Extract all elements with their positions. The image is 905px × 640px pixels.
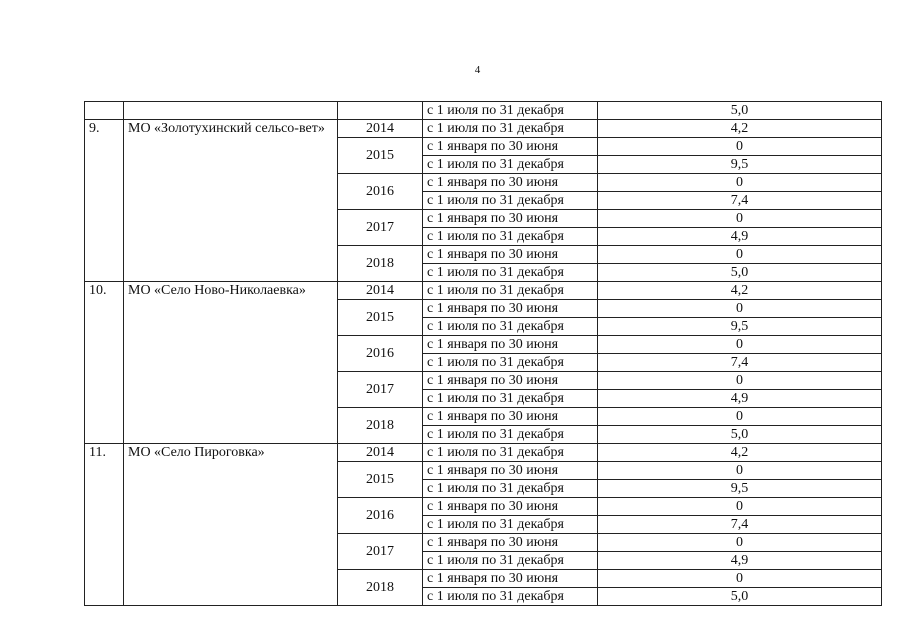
period-cell: с 1 июля по 31 декабря: [423, 228, 598, 246]
value-cell: 0: [598, 210, 882, 228]
number-cell: 11.: [85, 444, 124, 606]
year-cell: 2014: [338, 282, 423, 300]
year-cell: 2016: [338, 336, 423, 372]
period-cell: с 1 января по 30 июня: [423, 498, 598, 516]
period-cell: с 1 июля по 31 декабря: [423, 354, 598, 372]
year-cell: 2017: [338, 534, 423, 570]
period-cell: с 1 января по 30 июня: [423, 174, 598, 192]
page-number: 4: [474, 64, 481, 76]
value-cell: 5,0: [598, 426, 882, 444]
value-cell: 5,0: [598, 102, 882, 120]
value-cell: 4,2: [598, 282, 882, 300]
period-cell: с 1 июля по 31 декабря: [423, 282, 598, 300]
year-cell: 2015: [338, 138, 423, 174]
period-cell: с 1 июля по 31 декабря: [423, 588, 598, 606]
period-cell: с 1 января по 30 июня: [423, 246, 598, 264]
period-cell: с 1 июля по 31 декабря: [423, 102, 598, 120]
tariff-table: [84, 101, 882, 606]
table-row: [85, 120, 882, 138]
period-cell: с 1 июля по 31 декабря: [423, 426, 598, 444]
value-cell: 9,5: [598, 156, 882, 174]
value-cell: 0: [598, 408, 882, 426]
value-cell: 0: [598, 462, 882, 480]
period-cell: с 1 июля по 31 декабря: [423, 552, 598, 570]
tariff-table-body: [85, 102, 882, 606]
value-cell: 0: [598, 498, 882, 516]
value-cell: 4,2: [598, 120, 882, 138]
year-cell: 2015: [338, 300, 423, 336]
value-cell: 9,5: [598, 318, 882, 336]
municipality-cell: МО «Село Пироговка»: [124, 444, 338, 606]
year-cell: 2016: [338, 174, 423, 210]
period-cell: с 1 января по 30 июня: [423, 300, 598, 318]
number-cell: [85, 102, 124, 120]
year-cell: 2016: [338, 498, 423, 534]
value-cell: 0: [598, 372, 882, 390]
value-cell: 7,4: [598, 192, 882, 210]
period-cell: с 1 июля по 31 декабря: [423, 192, 598, 210]
year-cell: 2014: [338, 120, 423, 138]
value-cell: 7,4: [598, 354, 882, 372]
period-cell: с 1 января по 30 июня: [423, 210, 598, 228]
table-row: [85, 102, 882, 120]
value-cell: 0: [598, 570, 882, 588]
value-cell: 4,9: [598, 390, 882, 408]
municipality-cell: МО «Золотухинский сельсо-вет»: [124, 120, 338, 282]
period-cell: с 1 января по 30 июня: [423, 336, 598, 354]
period-cell: с 1 июля по 31 декабря: [423, 516, 598, 534]
value-cell: 5,0: [598, 264, 882, 282]
period-cell: с 1 июля по 31 декабря: [423, 264, 598, 282]
municipality-cell: МО «Село Ново-Николаевка»: [124, 282, 338, 444]
value-cell: 5,0: [598, 588, 882, 606]
number-cell: 9.: [85, 120, 124, 282]
municipality-cell: [124, 102, 338, 120]
year-cell: 2017: [338, 210, 423, 246]
period-cell: с 1 июля по 31 декабря: [423, 390, 598, 408]
period-cell: с 1 января по 30 июня: [423, 534, 598, 552]
value-cell: 0: [598, 138, 882, 156]
period-cell: с 1 июля по 31 декабря: [423, 318, 598, 336]
value-cell: 4,9: [598, 552, 882, 570]
year-cell: [338, 102, 423, 120]
table-row: [85, 444, 882, 462]
value-cell: 0: [598, 336, 882, 354]
year-cell: 2018: [338, 246, 423, 282]
number-cell: 10.: [85, 282, 124, 444]
period-cell: с 1 июля по 31 декабря: [423, 480, 598, 498]
period-cell: с 1 июля по 31 декабря: [423, 156, 598, 174]
value-cell: 0: [598, 300, 882, 318]
value-cell: 7,4: [598, 516, 882, 534]
year-cell: 2018: [338, 408, 423, 444]
period-cell: с 1 июля по 31 декабря: [423, 120, 598, 138]
value-cell: 0: [598, 174, 882, 192]
table-row: [85, 282, 882, 300]
value-cell: 9,5: [598, 480, 882, 498]
period-cell: с 1 января по 30 июня: [423, 570, 598, 588]
value-cell: 0: [598, 534, 882, 552]
period-cell: с 1 января по 30 июня: [423, 372, 598, 390]
period-cell: с 1 января по 30 июня: [423, 138, 598, 156]
period-cell: с 1 января по 30 июня: [423, 462, 598, 480]
year-cell: 2017: [338, 372, 423, 408]
value-cell: 4,2: [598, 444, 882, 462]
period-cell: с 1 июля по 31 декабря: [423, 444, 598, 462]
value-cell: 0: [598, 246, 882, 264]
year-cell: 2018: [338, 570, 423, 606]
year-cell: 2014: [338, 444, 423, 462]
period-cell: с 1 января по 30 июня: [423, 408, 598, 426]
year-cell: 2015: [338, 462, 423, 498]
value-cell: 4,9: [598, 228, 882, 246]
